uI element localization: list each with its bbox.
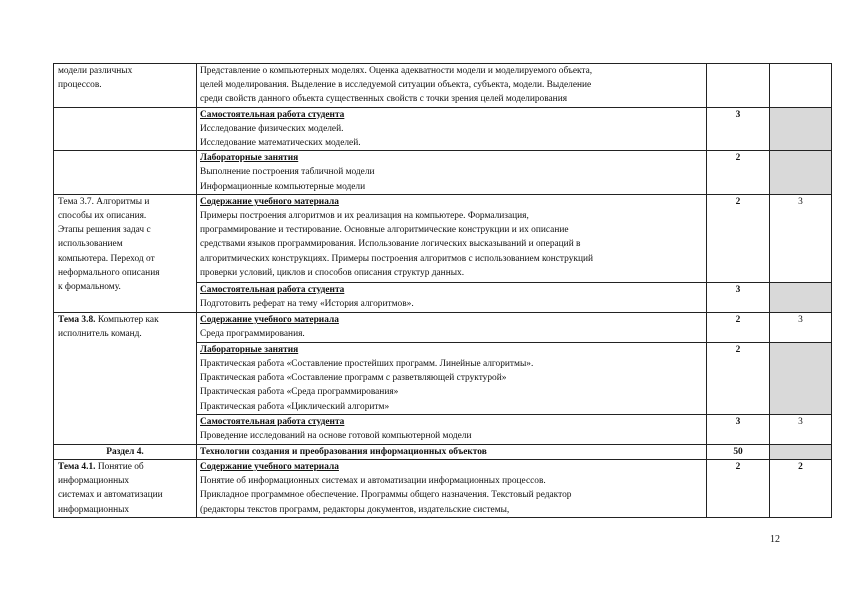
section-header: Самостоятельная работа студента — [200, 109, 345, 120]
content-line: среди свойств данного объекта существенных свойств с точки зрения целей моделирования — [200, 94, 568, 105]
topic-cell — [54, 194, 197, 312]
content-line: Исследование физических моделей. — [200, 123, 344, 134]
topic-line: процессов. — [58, 80, 102, 91]
section-number: Раздел 4. — [54, 444, 197, 459]
level-cell: 3 — [770, 194, 832, 282]
content-line: Прикладное программное обеспечение. Программы общего назначения. Текстовый редактор — [200, 490, 572, 501]
hours-cell: 2 — [707, 460, 770, 518]
topic-line: к формальному. — [58, 282, 121, 293]
level-cell-shaded — [770, 282, 832, 312]
content-line: Информационные компьютерные модели — [200, 181, 366, 192]
section-header: Самостоятельная работа студента — [200, 416, 345, 427]
table-row — [54, 312, 832, 342]
level-cell: 3 — [770, 312, 832, 342]
hours-cell: 3 — [707, 414, 770, 444]
topic-line: модели различных — [58, 66, 133, 76]
section-header: Содержание учебного материала — [200, 196, 339, 207]
level-cell — [770, 64, 832, 108]
content-cell — [197, 151, 707, 195]
content-line: программирование и тестирование. Основные алгоритмические конструкции и их описание — [200, 225, 569, 236]
topic-title: Компьютер как — [95, 314, 159, 325]
hours-cell: 2 — [707, 312, 770, 342]
topic-cell — [54, 107, 197, 151]
content-line: Среда программирования. — [200, 329, 305, 340]
level-cell-shaded — [770, 342, 832, 414]
content-line: Примеры построения алгоритмов и их реализация на компьютере. Формализация, — [200, 211, 529, 222]
section-header: Лабораторные занятия — [200, 153, 299, 164]
table-row — [54, 64, 832, 108]
section-title: Технологии создания и преобразования информационных объектов — [197, 444, 707, 459]
topic-cell — [54, 151, 197, 195]
topic-line: исполнитель команд. — [58, 329, 142, 340]
topic-line: Этапы решения задач с — [58, 225, 151, 236]
section-header: Содержание учебного материала — [200, 314, 339, 325]
content-line: (редакторы текстов программ, редакторы документов, издательские системы, — [200, 504, 510, 515]
topic-line: использованием — [58, 239, 123, 250]
content-line: средствами языков программирования. Использование логических высказываний и операций в — [200, 239, 581, 250]
level-cell: 3 — [770, 414, 832, 444]
level-cell-shaded — [770, 151, 832, 195]
content-line: Практическая работа «Составление простейших программ. Линейные алгоритмы». — [200, 359, 534, 370]
content-cell — [197, 282, 707, 312]
content-line: алгоритмических конструкциях. Примеры построения алгоритмов с использованием конструкций — [200, 253, 593, 264]
content-line: Выполнение построения табличной модели — [200, 167, 375, 178]
topic-line: неформального описания — [58, 267, 160, 278]
topic-title: Понятие об — [95, 462, 144, 473]
content-cell — [197, 342, 707, 414]
curriculum-table — [53, 63, 832, 518]
section-header: Самостоятельная работа студента — [200, 284, 345, 295]
content-cell — [197, 107, 707, 151]
topic-cell — [54, 312, 197, 444]
topic-number: Тема 4.1. — [58, 462, 96, 473]
level-cell: 2 — [770, 460, 832, 518]
page-number: 12 — [770, 534, 780, 545]
hours-cell: 50 — [707, 444, 770, 459]
table-row — [54, 194, 832, 282]
table-row — [54, 460, 832, 518]
topic-line: компьютера. Переход от — [58, 253, 155, 264]
hours-cell — [707, 64, 770, 108]
topic-line: информационных — [58, 504, 130, 515]
content-line: целей моделирования. Выделение в исследуемой ситуации объекта, субъекта, модели. Выделение — [200, 80, 592, 91]
topic-number: Тема 3.8. — [58, 314, 96, 325]
content-line: Практическая работа «Составление программ с разветвляющей структурой» — [200, 373, 507, 384]
topic-line: Тема 3.7. Алгоритмы и — [58, 196, 150, 207]
content-cell — [197, 312, 707, 342]
hours-cell: 3 — [707, 282, 770, 312]
content-cell — [197, 414, 707, 444]
content-line: Практическая работа «Циклический алгоритм» — [200, 401, 390, 412]
content-line: Исследование математических моделей. — [200, 138, 361, 149]
content-line: Подготовить реферат на тему «История алгоритмов». — [200, 299, 414, 310]
topic-line: способы их описания. — [58, 211, 147, 222]
topic-cell — [54, 64, 197, 108]
section-header: Содержание учебного материала — [200, 462, 339, 473]
hours-cell: 2 — [707, 151, 770, 195]
content-line: проверки условий, циклов и способов описания структур данных. — [200, 267, 465, 278]
section-header: Лабораторные занятия — [200, 344, 299, 355]
content-line: Практическая работа «Среда программирования» — [200, 387, 399, 398]
topic-cell — [54, 460, 197, 518]
content-cell — [197, 64, 707, 108]
topic-line: информационных — [58, 476, 130, 487]
hours-cell: 3 — [707, 107, 770, 151]
content-cell — [197, 460, 707, 518]
content-line: Проведение исследований на основе готовой компьютерной модели — [200, 431, 472, 442]
topic-line: системах и автоматизации — [58, 490, 163, 501]
content-line: Представление о компьютерных моделях. Оценка адекватности модели и моделируемого объекта, — [200, 66, 593, 76]
hours-cell: 2 — [707, 194, 770, 282]
table-row — [54, 107, 832, 151]
topic-line — [58, 313, 193, 327]
topic-line — [58, 460, 193, 474]
table-row — [54, 444, 832, 459]
content-line: Понятие об информационных системах и автоматизации информационных процессов. — [200, 476, 546, 487]
content-cell — [197, 194, 707, 282]
hours-cell: 2 — [707, 342, 770, 414]
level-cell-shaded — [770, 107, 832, 151]
level-cell-shaded — [770, 444, 832, 459]
table-row — [54, 151, 832, 195]
